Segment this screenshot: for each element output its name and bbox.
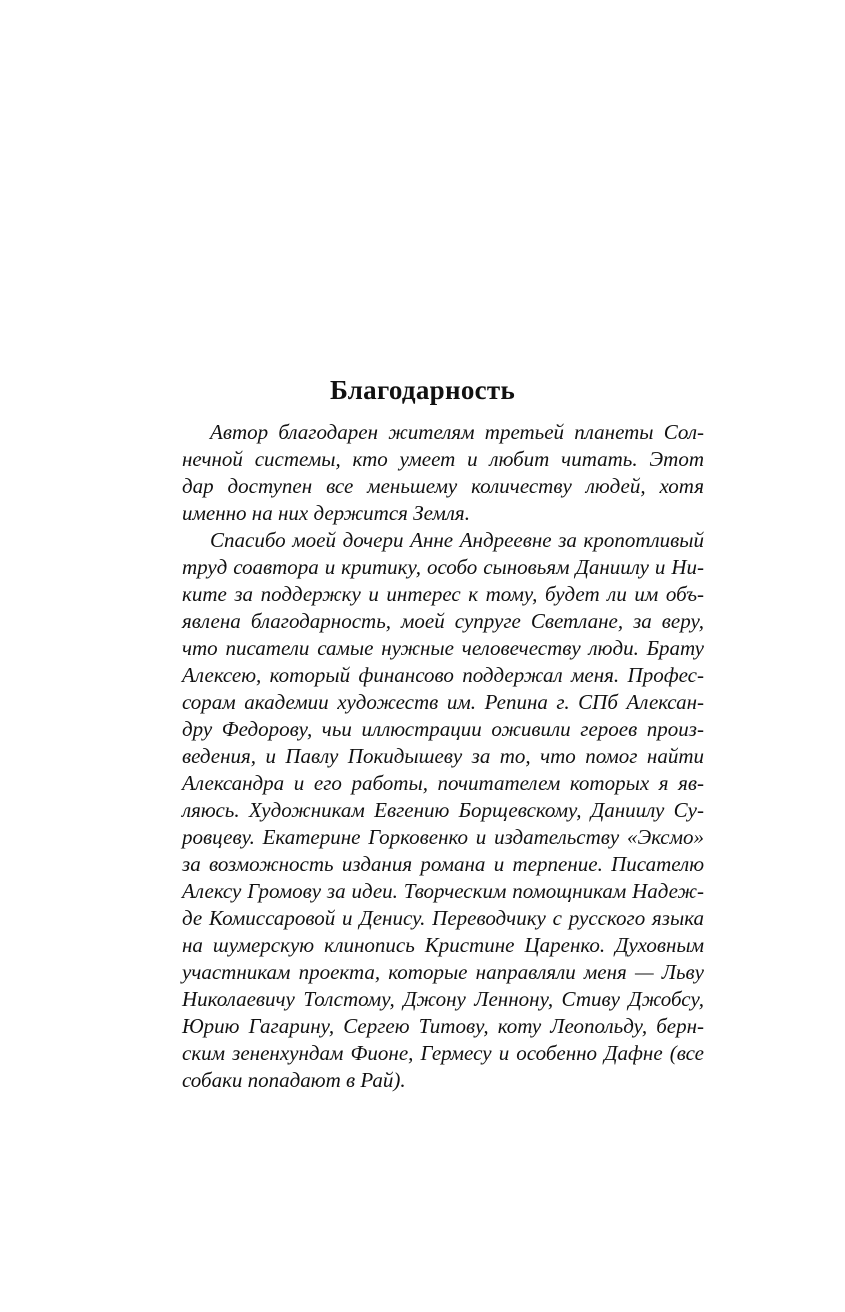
paragraph-2-line-3: ките за поддержку и интерес к тому, будет ли им объ- <box>182 582 704 606</box>
paragraph-2-line-20: ским зененхундам Фионе, Гермесу и особенно Дафне (все <box>182 1041 704 1065</box>
paragraph-2-line-10: Александра и его работы, почитателем которых я яв- <box>182 771 704 795</box>
paragraph-2-line-17: участникам проекта, которые направляли меня — Льву <box>182 960 704 984</box>
page-title: Благодарность <box>329 375 516 405</box>
paragraph-2-line-16: на шумерскую клинопись Кристине Царенко. Духовным <box>182 933 704 957</box>
paragraph-1-line-2: нечной системы, кто умеет и любит читать. Этот <box>182 447 704 471</box>
paragraph-2-line-11: ляюсь. Художникам Евгению Борщевскому, Даниилу Су- <box>182 798 704 822</box>
paragraph-2-line-13: за возможность издания романа и терпение. Писателю <box>182 852 704 876</box>
paragraph-2-line-21: собаки попадают в Рай). <box>182 1068 406 1092</box>
paragraph-2-line-2: труд соавтора и критику, особо сыновьям Даниилу и Ни- <box>182 555 704 579</box>
paragraph-2-line-6: Алексею, который финансово поддержал меня. Профес- <box>182 663 704 687</box>
paragraph-2-line-4: явлена благодарность, моей супруге Светлане, за веру, <box>182 609 704 633</box>
paragraph-1-line-3: дар доступен все меньшему количеству людей, хотя <box>182 474 704 498</box>
paragraph-2-line-5: что писатели самые нужные человечеству люди. Брату <box>182 636 704 660</box>
paragraph-2-line-7: сорам академии художеств им. Репина г. СПб Алексан- <box>182 690 704 714</box>
paragraph-2-line-14: Алексу Громову за идеи. Творческим помощникам Надеж- <box>182 879 704 903</box>
paragraph-2-line-15: де Комиссаровой и Денису. Переводчику с русского языка <box>182 906 704 930</box>
paragraph-2-line-1: Спасибо моей дочери Анне Андреевне за кропотливый <box>210 528 704 552</box>
paragraph-2-line-19: Юрию Гагарину, Сергею Титову, коту Леопольду, берн- <box>182 1014 704 1038</box>
paragraph-2-line-9: ведения, и Павлу Покидышеву за то, что помог найти <box>182 744 704 768</box>
paragraph-2-line-18: Николаевичу Толстому, Джону Леннону, Стиву Джобсу, <box>182 987 704 1011</box>
paragraph-2-line-8: дру Федорову, чьи иллюстрации оживили героев произ- <box>182 717 704 741</box>
paragraph-2-line-12: ровцеву. Екатерине Горковенко и издательству «Эксмо» <box>182 825 704 849</box>
acknowledgement-text <box>182 419 704 1094</box>
paragraph-1-line-1: Автор благодарен жителям третьей планеты Сол- <box>210 420 704 444</box>
paragraph-1-line-4: именно на них держится Земля. <box>182 501 470 525</box>
